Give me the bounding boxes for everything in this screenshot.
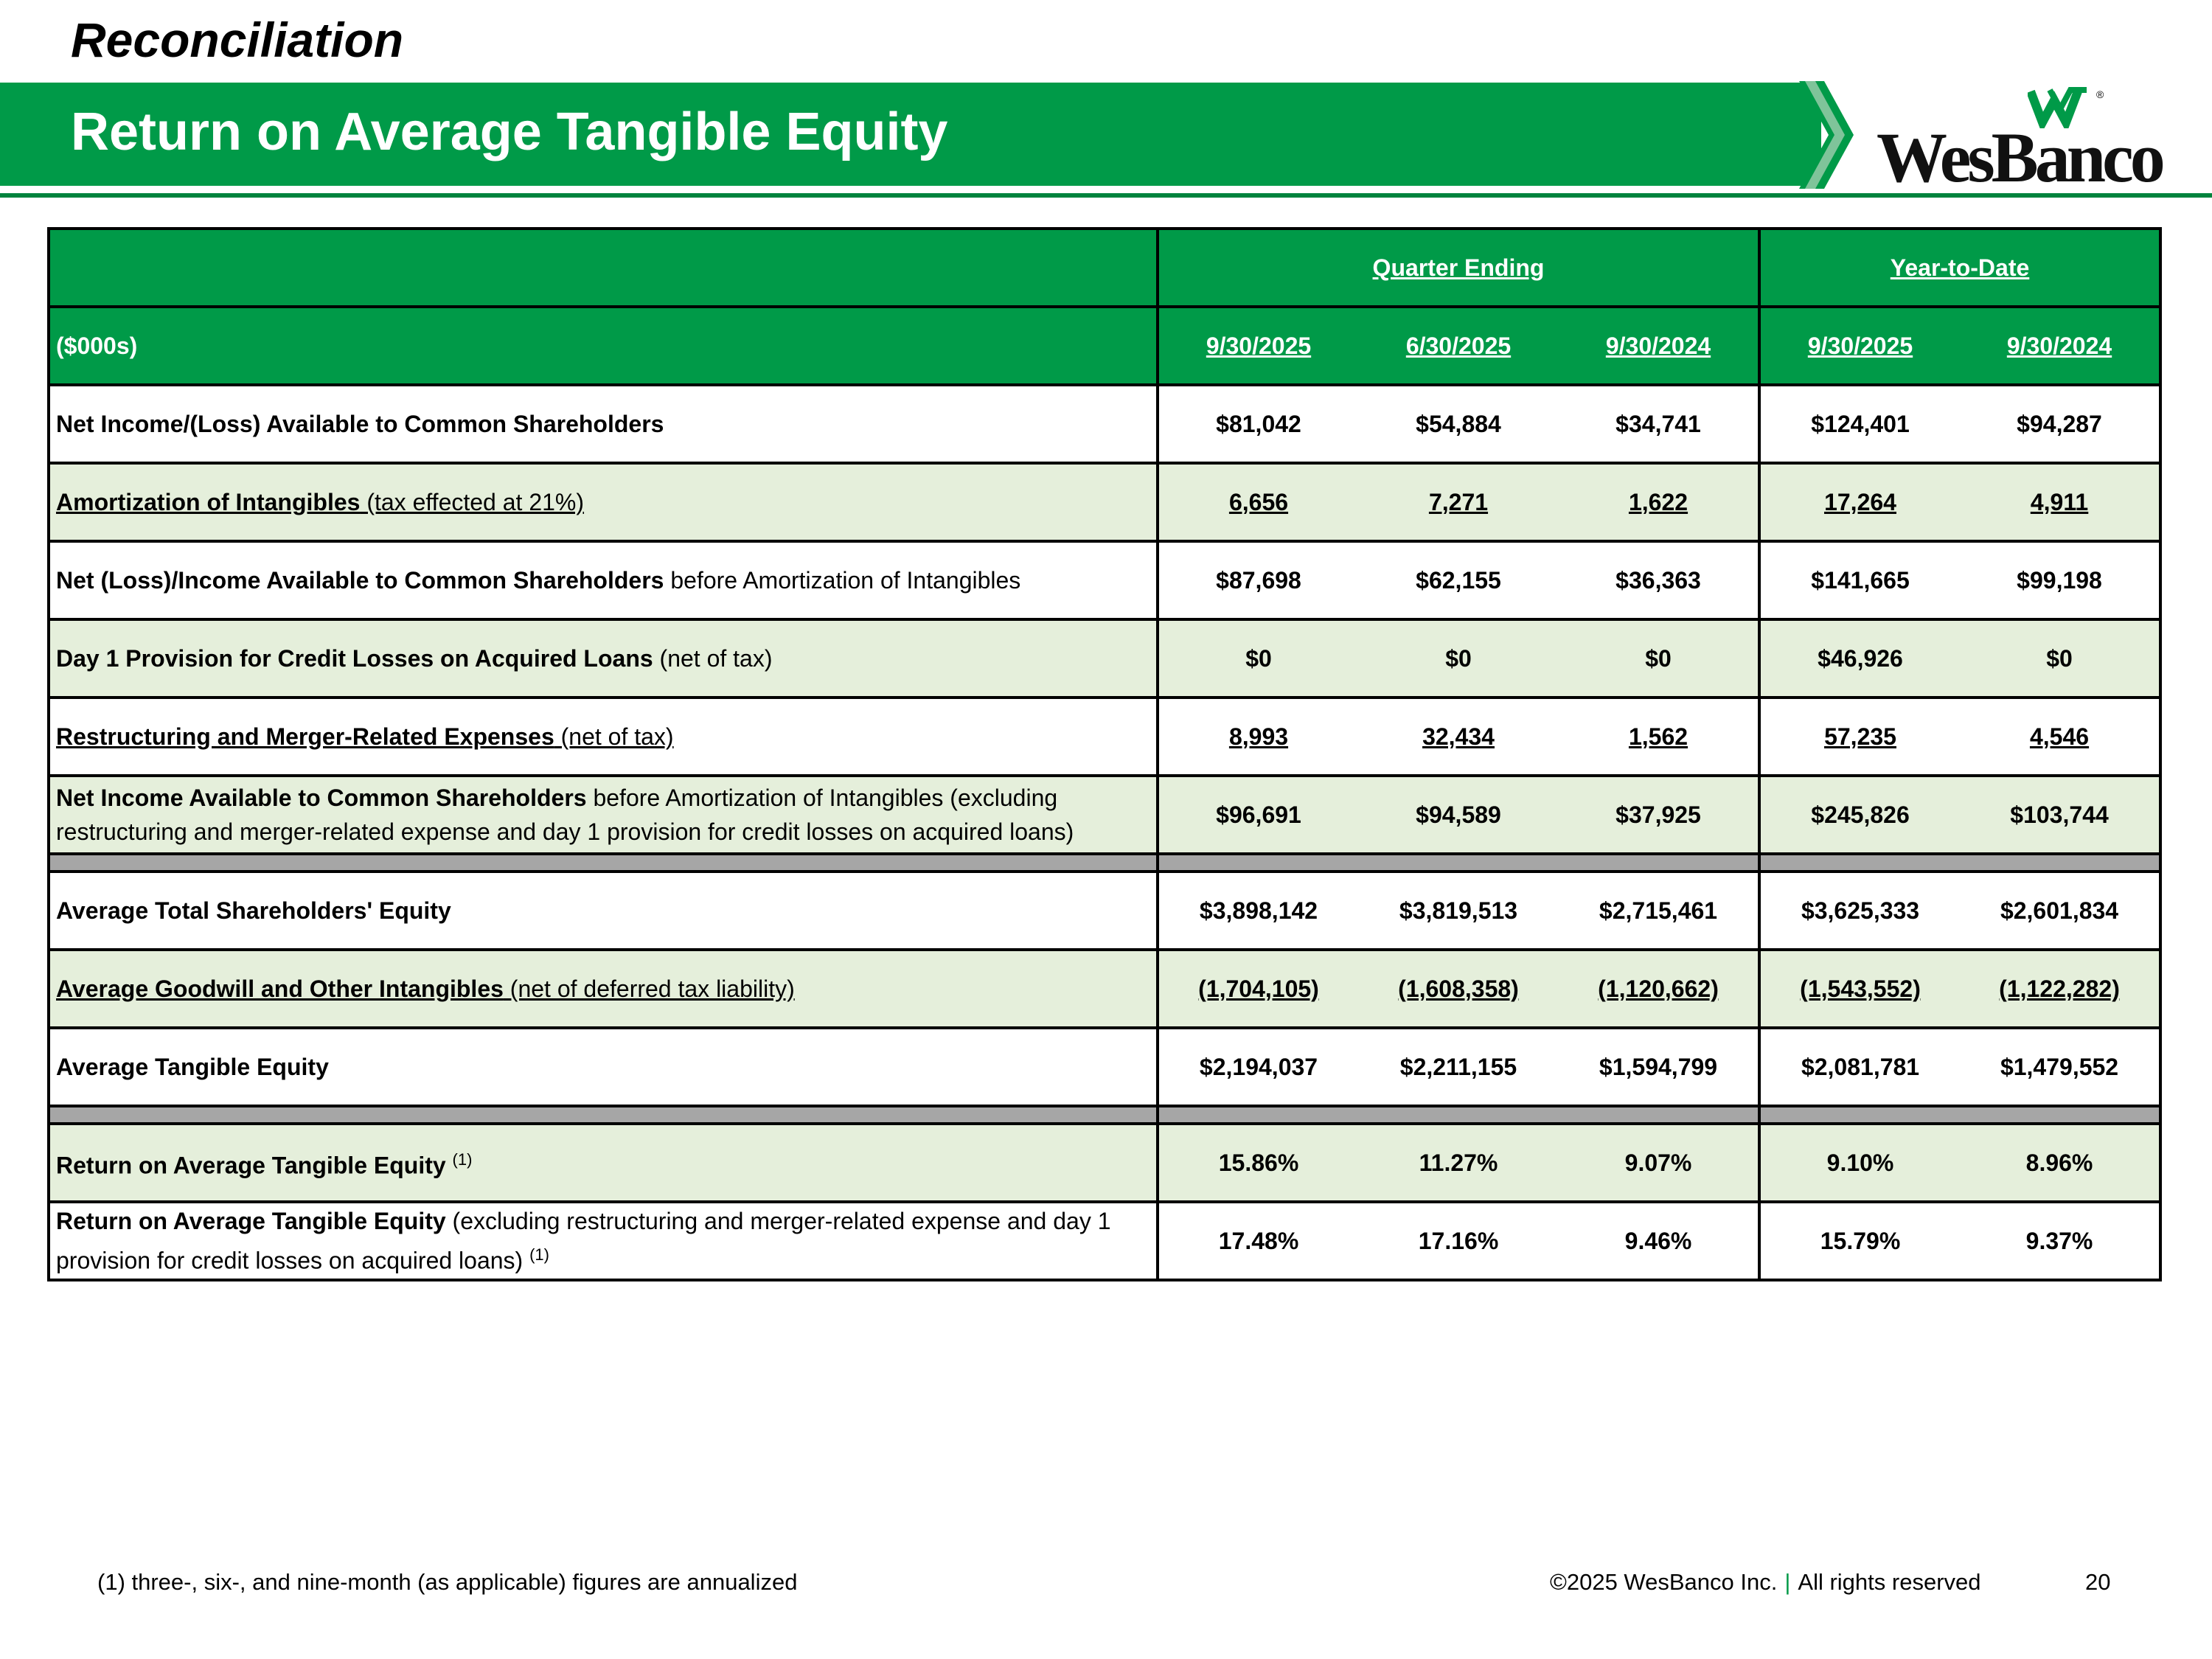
row-label: Restructuring and Merger-Related Expenses (net of tax): [49, 698, 1158, 776]
cell-value: (1,704,105): [1158, 950, 1358, 1028]
cell-value: 9.07%: [1559, 1124, 1759, 1202]
cell-value: 1,562: [1559, 698, 1759, 776]
cell-value: 57,235: [1759, 698, 1960, 776]
cell-value: $3,625,333: [1759, 872, 1960, 950]
cell-value: 9.37%: [1960, 1202, 2160, 1280]
cell-value: (1,608,358): [1358, 950, 1559, 1028]
cell-value: 4,546: [1960, 698, 2160, 776]
cell-value: 15.86%: [1158, 1124, 1358, 1202]
cell-value: $94,589: [1358, 776, 1559, 854]
cell-value: $96,691: [1158, 776, 1358, 854]
row-label: Day 1 Provision for Credit Losses on Acquired Loans (net of tax): [49, 619, 1158, 698]
page-number: 20: [2085, 1569, 2111, 1595]
col-q-9-30-2025: 9/30/2025: [1158, 307, 1358, 385]
table-row: [49, 541, 2160, 619]
cell-value: 7,271: [1358, 463, 1559, 541]
cell-value: $2,081,781: [1759, 1028, 1960, 1106]
cell-value: 9.46%: [1559, 1202, 1759, 1280]
cell-value: $37,925: [1559, 776, 1759, 854]
cell-value: $3,898,142: [1158, 872, 1358, 950]
cell-value: $245,826: [1759, 776, 1960, 854]
cell-value: (1,122,282): [1960, 950, 2160, 1028]
cell-value: 8.96%: [1960, 1124, 2160, 1202]
cell-value: $2,715,461: [1559, 872, 1759, 950]
section-title: Reconciliation: [71, 13, 404, 67]
cell-value: $124,401: [1759, 385, 1960, 463]
cell-value: $3,819,513: [1358, 872, 1559, 950]
cell-value: $46,926: [1759, 619, 1960, 698]
logo-registered-mark: ®: [2096, 88, 2104, 100]
footer-separator: |: [1784, 1569, 1791, 1595]
cell-value: 17.48%: [1158, 1202, 1358, 1280]
row-label: Net Income/(Loss) Available to Common Shareholders: [49, 385, 1158, 463]
cell-value: $0: [1960, 619, 2160, 698]
table-row: [49, 1202, 2160, 1280]
cell-value: (1,543,552): [1759, 950, 1960, 1028]
cell-value: $103,744: [1960, 776, 2160, 854]
row-label: Average Goodwill and Other Intangibles (net of deferred tax liability): [49, 950, 1158, 1028]
table-row: [49, 463, 2160, 541]
col-ytd-9-30-2025: 9/30/2025: [1759, 307, 1960, 385]
row-label: Return on Average Tangible Equity (excluding restructuring and merger-related expense and day 1 provision for credit losses on acquired loans) $^{(1)}$: [49, 1202, 1158, 1280]
cell-value: 17.16%: [1358, 1202, 1559, 1280]
cell-value: $1,594,799: [1559, 1028, 1759, 1106]
copyright-text: ©2025 WesBanco Inc.: [1550, 1569, 1778, 1595]
cell-value: $87,698: [1158, 541, 1358, 619]
table-row: [49, 1124, 2160, 1202]
separator-row: [49, 1106, 2160, 1124]
cell-value: 8,993: [1158, 698, 1358, 776]
table-row: [49, 776, 2160, 854]
cell-value: 17,264: [1759, 463, 1960, 541]
header-column-row: [49, 307, 2160, 385]
row-label: Net (Loss)/Income Available to Common Shareholders before Amortization of Intangibles: [49, 541, 1158, 619]
rights-text: All rights reserved: [1798, 1569, 1981, 1595]
row-label: Return on Average Tangible Equity $^{(1)}$: [49, 1124, 1158, 1202]
copyright-footer: [1550, 1569, 1981, 1596]
table-row: [49, 698, 2160, 776]
cell-value: $62,155: [1358, 541, 1559, 619]
cell-value: $0: [1559, 619, 1759, 698]
row-label: Net Income Available to Common Shareholders before Amortization of Intangibles (excluding restructuring and merger-related expense and day 1 provision for credit losses on acquired loans): [49, 776, 1158, 854]
group-year-to-date: Year-to-Date: [1759, 229, 2160, 307]
col-q-6-30-2025: 6/30/2025: [1358, 307, 1559, 385]
row-label: Amortization of Intangibles (tax effected at 21%): [49, 463, 1158, 541]
cell-value: $1,479,552: [1960, 1028, 2160, 1106]
row-label: Average Total Shareholders' Equity: [49, 872, 1158, 950]
cell-value: $0: [1158, 619, 1358, 698]
reconciliation-table: [47, 227, 2162, 1281]
row-label: Average Tangible Equity: [49, 1028, 1158, 1106]
header-group-row: [49, 229, 2160, 307]
wesbanco-logo: [1877, 87, 2162, 197]
table-row: [49, 872, 2160, 950]
cell-value: $141,665: [1759, 541, 1960, 619]
cell-value: $54,884: [1358, 385, 1559, 463]
cell-value: $99,198: [1960, 541, 2160, 619]
cell-value: $2,211,155: [1358, 1028, 1559, 1106]
table-row: [49, 1028, 2160, 1106]
cell-value: $2,601,834: [1960, 872, 2160, 950]
table-row: [49, 619, 2160, 698]
cell-value: $36,363: [1559, 541, 1759, 619]
units-label: ($000s): [49, 307, 1158, 385]
cell-value: $81,042: [1158, 385, 1358, 463]
cell-value: 32,434: [1358, 698, 1559, 776]
header-blank: [49, 229, 1158, 307]
cell-value: 4,911: [1960, 463, 2160, 541]
separator-row: [49, 854, 2160, 872]
group-quarter-ending: Quarter Ending: [1158, 229, 1759, 307]
cell-value: (1,120,662): [1559, 950, 1759, 1028]
cell-value: 15.79%: [1759, 1202, 1960, 1280]
col-q-9-30-2024: 9/30/2024: [1559, 307, 1759, 385]
chevron-arrow-icon: [1799, 81, 1858, 189]
cell-value: $34,741: [1559, 385, 1759, 463]
col-ytd-9-30-2024: 9/30/2024: [1960, 307, 2160, 385]
cell-value: $0: [1358, 619, 1559, 698]
cell-value: 1,622: [1559, 463, 1759, 541]
cell-value: $2,194,037: [1158, 1028, 1358, 1106]
table-row: [49, 950, 2160, 1028]
cell-value: 9.10%: [1759, 1124, 1960, 1202]
table-row: [49, 385, 2160, 463]
cell-value: $94,287: [1960, 385, 2160, 463]
logo-wordmark: WesBanco: [1877, 118, 2162, 197]
cell-value: 11.27%: [1358, 1124, 1559, 1202]
cell-value: 6,656: [1158, 463, 1358, 541]
footnote: (1) three-, six-, and nine-month (as applicable) figures are annualized: [97, 1569, 798, 1595]
page-title: Return on Average Tangible Equity: [71, 102, 948, 161]
